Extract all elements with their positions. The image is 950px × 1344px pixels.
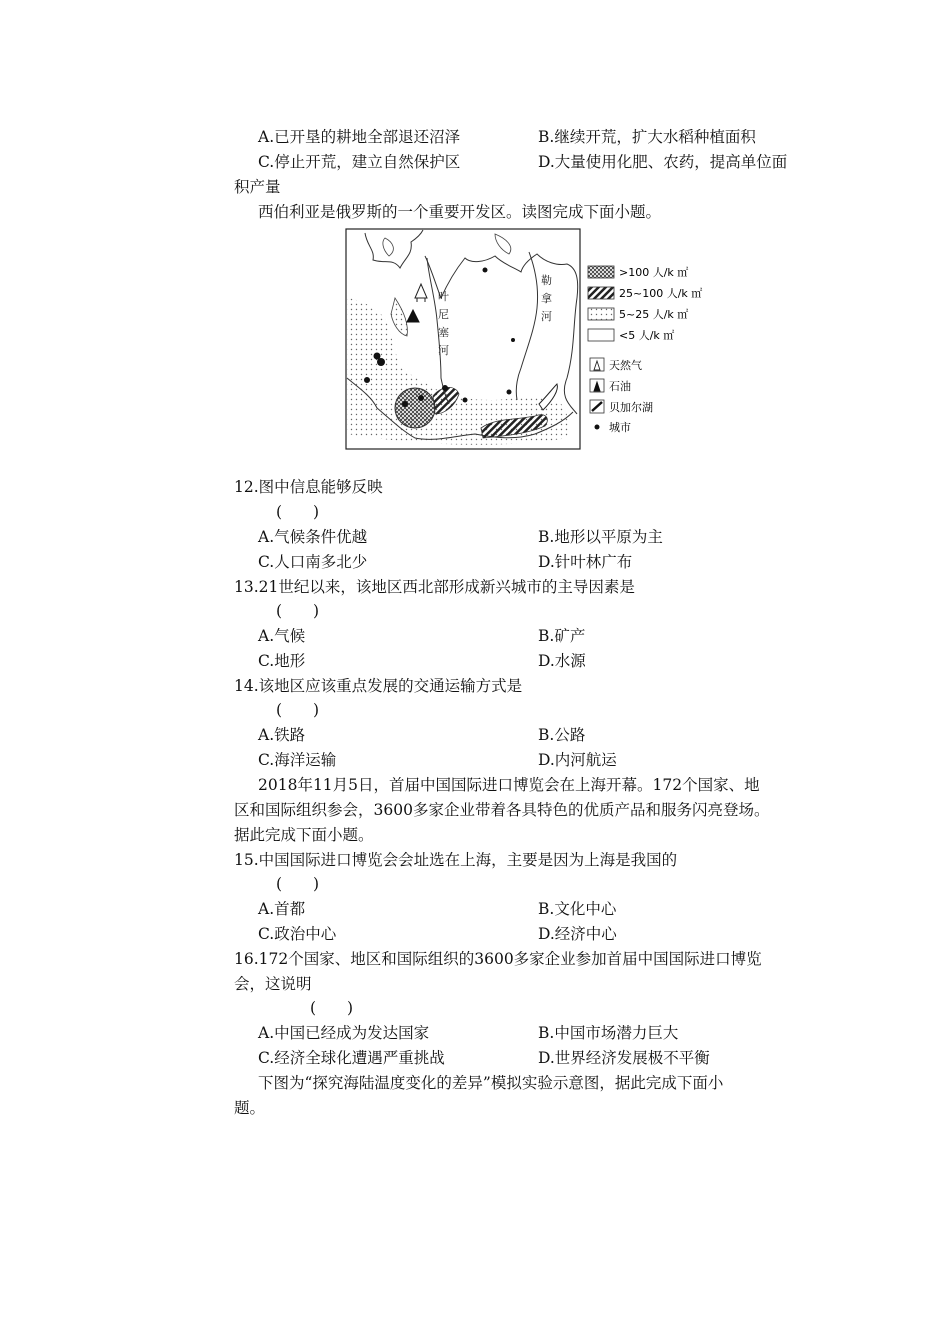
option-a: A.已开垦的耕地全部退还沼泽 — [258, 128, 461, 146]
option-c: C.人口南多北少 — [258, 553, 368, 571]
option-a: A.铁路 — [258, 726, 306, 744]
option-c: C.经济全球化遭遇严重挑战 — [258, 1049, 445, 1067]
answer-paren: ( ) — [310, 999, 354, 1017]
option-a: A.气候条件优越 — [258, 528, 368, 546]
question-12-stem: 12.图中信息能够反映 — [234, 478, 383, 496]
question-14-stem: 14.该地区应该重点发展的交通运输方式是 — [234, 677, 523, 695]
answer-paren: ( ) — [276, 503, 320, 521]
option-d-continued: 积产量 — [234, 178, 281, 196]
lena-label: 拿 — [541, 292, 552, 305]
legend-swatch-25-100 — [588, 287, 614, 299]
option-d: D.内河航运 — [538, 751, 617, 769]
intro-expo: 据此完成下面小题。 — [234, 826, 374, 844]
yenisei-label: 塞 — [438, 326, 449, 339]
city-dot — [364, 377, 370, 383]
city-dot — [377, 358, 385, 366]
option-c: C.海洋运输 — [258, 751, 337, 769]
legend-swatch-5-25 — [588, 308, 614, 320]
question-16-stem: 会，这说明 — [234, 975, 312, 993]
city-dot — [442, 385, 448, 391]
answer-paren: ( ) — [276, 602, 320, 620]
yenisei-label: 叶 — [438, 290, 449, 303]
oil-icon — [590, 379, 604, 392]
city-dot — [507, 390, 512, 395]
option-d: D.大量使用化肥、农药，提高单位面 — [538, 153, 788, 171]
legend-label: 石油 — [609, 380, 631, 393]
siberia-map — [345, 228, 705, 452]
option-d: D.经济中心 — [538, 925, 617, 943]
map-legend — [588, 266, 702, 434]
intro-expo: 区和国际组织参会，3600多家企业带着各具特色的优质产品和服务闪亮登场。 — [234, 801, 770, 819]
question-15-stem: 15.中国国际进口博览会会址选在上海，主要是因为上海是我国的 — [234, 851, 678, 869]
legend-label: <5 人/k ㎡ — [619, 329, 675, 342]
question-16-stem: 16.172个国家、地区和国际组织的3600多家企业参加首届中国国际进口博览 — [234, 950, 762, 968]
option-d: D.世界经济发展极不平衡 — [538, 1049, 710, 1067]
city-dot — [511, 338, 515, 342]
city-dot — [463, 398, 468, 403]
legend-swatch-under-5 — [588, 329, 614, 341]
intro-experiment: 下图为“探究海陆温度变化的差异”模拟实验示意图，据此完成下面小 — [258, 1074, 724, 1092]
option-c: C.地形 — [258, 652, 306, 670]
question-13-stem: 13.21世纪以来，该地区西北部形成新兴城市的主导因素是 — [234, 578, 635, 596]
legend-swatch-over-100 — [588, 266, 614, 278]
intro-siberia: 西伯利亚是俄罗斯的一个重要开发区。读图完成下面小题。 — [258, 203, 662, 221]
option-b: B.中国市场潜力巨大 — [538, 1024, 679, 1042]
legend-label: 天然气 — [609, 359, 642, 372]
answer-paren: ( ) — [276, 875, 320, 893]
option-b: B.矿产 — [538, 627, 586, 645]
legend-label: 5~25 人/k ㎡ — [619, 308, 689, 321]
yenisei-label: 尼 — [438, 308, 449, 321]
legend-label: >100 人/k ㎡ — [619, 266, 689, 279]
city-dot — [418, 395, 424, 401]
density-over-100-region — [395, 388, 435, 428]
intro-expo: 2018年11月5日，首届中国国际进口博览会在上海开幕。172个国家、地 — [258, 776, 760, 794]
gas-icon — [590, 358, 604, 371]
lena-label: 河 — [541, 310, 552, 323]
city-dot — [402, 401, 408, 407]
city-dot-icon — [595, 425, 600, 430]
option-b: B.继续开荒，扩大水稻种植面积 — [538, 128, 756, 146]
legend-label: 25~100 人/k ㎡ — [619, 287, 703, 300]
option-c: C.政治中心 — [258, 925, 337, 943]
answer-paren: ( ) — [276, 701, 320, 719]
option-a: A.气候 — [258, 627, 306, 645]
legend-label: 城市 — [609, 421, 631, 434]
option-b: B.文化中心 — [538, 900, 617, 918]
option-b: B.公路 — [538, 726, 586, 744]
option-a: A.首都 — [258, 900, 306, 918]
lena-label: 勒 — [541, 274, 552, 287]
option-d: D.水源 — [538, 652, 586, 670]
legend-label: 贝加尔湖 — [609, 401, 653, 414]
intro-experiment: 题。 — [234, 1099, 266, 1117]
option-d: D.针叶林广布 — [538, 553, 633, 571]
option-b: B.地形以平原为主 — [538, 528, 663, 546]
option-a: A.中国已经成为发达国家 — [258, 1024, 430, 1042]
city-dot — [483, 268, 488, 273]
yenisei-label: 河 — [438, 344, 449, 357]
option-c: C.停止开荒，建立自然保护区 — [258, 153, 461, 171]
baikal-lake-icon — [590, 400, 604, 413]
